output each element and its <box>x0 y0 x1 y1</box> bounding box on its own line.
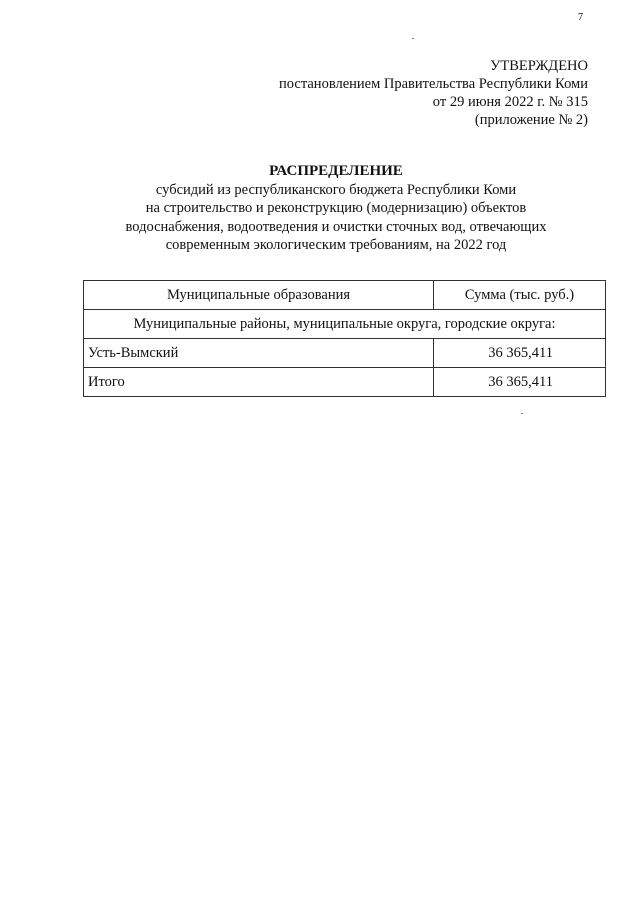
approval-decree: постановлением Правительства Республики Коми <box>279 76 588 92</box>
document-subtitle-line: на строительство и реконструкцию (модернизацию) объектов <box>145 200 527 216</box>
sum-cell: 36 365,411 <box>434 339 606 368</box>
municipality-cell: Усть-Вымский <box>84 339 434 368</box>
approval-date: от 29 июня 2022 г. № 315 <box>432 94 588 110</box>
column-header-municipality: Муниципальные образования <box>84 281 434 310</box>
table-header-row <box>84 281 606 310</box>
document-subtitle-line: водоснабжения, водоотведения и очистки сточных вод, отвечающих <box>125 218 547 235</box>
section-label: Муниципальные районы, муниципальные округа, городские округа: <box>84 310 606 339</box>
document-subtitle-line: субсидий из республиканского бюджета Республики Коми <box>155 181 517 198</box>
page-number: 7 <box>578 12 583 23</box>
scan-speck <box>412 38 414 39</box>
table-row-total <box>84 368 606 397</box>
approval-appendix: (приложение № 2) <box>474 112 588 128</box>
distribution-table <box>83 280 606 397</box>
scan-speck <box>521 413 523 414</box>
table-section-row <box>84 310 606 339</box>
document-subtitle-line: современным экологическим требованиям, на 2022 год <box>165 237 507 253</box>
table-row <box>84 339 606 368</box>
column-header-sum: Сумма (тыс. руб.) <box>434 281 606 310</box>
total-sum-cell: 36 365,411 <box>434 368 606 397</box>
total-label-cell: Итого <box>84 368 434 397</box>
document-title <box>0 162 640 255</box>
approval-title: УТВЕРЖДЕНО <box>490 58 588 74</box>
approval-stamp <box>279 57 588 129</box>
document-heading: РАСПРЕДЕЛЕНИЕ <box>269 163 403 179</box>
